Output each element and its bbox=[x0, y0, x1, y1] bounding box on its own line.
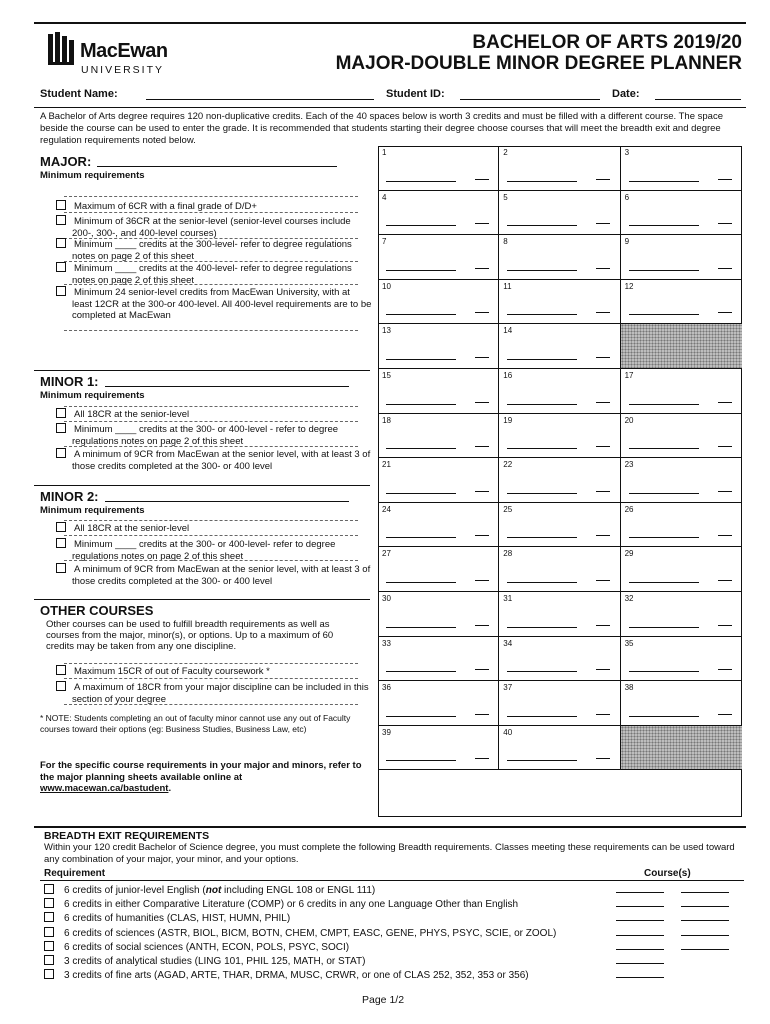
grade-field[interactable] bbox=[596, 580, 610, 581]
course-number: 19 bbox=[503, 415, 513, 425]
course-cell[interactable] bbox=[499, 681, 620, 726]
course-field[interactable] bbox=[507, 404, 577, 405]
checkbox[interactable] bbox=[44, 941, 54, 951]
course-cell[interactable] bbox=[621, 146, 742, 191]
course-cell-blocked bbox=[621, 726, 742, 771]
course-number: 4 bbox=[382, 192, 387, 202]
grade-field[interactable] bbox=[718, 714, 732, 715]
course-cell[interactable] bbox=[499, 280, 620, 325]
course-cell[interactable] bbox=[378, 191, 499, 236]
grade-field[interactable] bbox=[475, 535, 489, 536]
course-cell[interactable] bbox=[499, 235, 620, 280]
course-number: 5 bbox=[503, 192, 508, 202]
grade-field[interactable] bbox=[718, 268, 732, 269]
checkbox[interactable] bbox=[44, 955, 54, 965]
grade-field[interactable] bbox=[596, 446, 610, 447]
course-cell[interactable] bbox=[499, 191, 620, 236]
course-number: 10 bbox=[382, 281, 391, 291]
grade-field[interactable] bbox=[596, 714, 610, 715]
logo-name: MacEwan bbox=[80, 40, 168, 62]
other-note: * NOTE: Students completing an out of faculty minor cannot use any out of Faculty courses toward their options (eg: Business Studies, Business Law, etc) bbox=[40, 713, 351, 734]
course-number: 31 bbox=[503, 594, 513, 603]
course-number: 21 bbox=[382, 460, 391, 470]
course-field[interactable] bbox=[386, 582, 456, 583]
course-cell[interactable] bbox=[621, 681, 742, 726]
grade-field[interactable] bbox=[475, 669, 489, 670]
course-cell[interactable] bbox=[378, 726, 499, 771]
course-field[interactable] bbox=[386, 537, 456, 538]
course-field[interactable] bbox=[629, 537, 699, 538]
grade-field[interactable] bbox=[475, 223, 489, 224]
breadth-text: 6 credits of junior-level English ( bbox=[64, 885, 206, 896]
major-req-1 bbox=[56, 200, 372, 213]
course-number: 3 bbox=[624, 148, 630, 157]
bold-note-text: For the specific course requirements in your major and minors, refer to the major planning sheets available online at bbox=[40, 760, 362, 783]
course-number: 12 bbox=[624, 281, 634, 291]
minor1-min-req-label: Minimum requirements bbox=[40, 390, 145, 401]
grade-field[interactable] bbox=[475, 402, 489, 403]
other-req-1 bbox=[56, 665, 372, 678]
divider bbox=[64, 520, 358, 521]
course-number: 24 bbox=[382, 504, 391, 514]
section-rule bbox=[34, 485, 370, 486]
breadth-title: BREADTH EXIT REQUIREMENTS bbox=[44, 830, 210, 842]
course-field[interactable] bbox=[629, 314, 699, 315]
course-number: 11 bbox=[503, 281, 512, 291]
breadth-text: 3 credits of analytical studies (LING 101, PHIL 125, MATH, or STAT) bbox=[64, 956, 366, 967]
grade-field[interactable] bbox=[718, 535, 732, 536]
course-cell[interactable] bbox=[621, 414, 742, 459]
checkbox[interactable] bbox=[56, 408, 66, 418]
bastudent-link[interactable]: www.macewan.ca/bastudent bbox=[40, 783, 169, 794]
course-cell[interactable] bbox=[378, 458, 499, 503]
course-field[interactable] bbox=[507, 314, 577, 315]
course-blank[interactable] bbox=[616, 935, 664, 936]
course-field[interactable] bbox=[386, 359, 456, 360]
minor2-heading bbox=[40, 489, 349, 504]
other-desc: Other courses can be used to fulfill breadth requirements as well as courses from the major, minor(s), or options. Up to a maximum of 60 credits may be taken from any one discipline. bbox=[46, 619, 334, 652]
grade-field[interactable] bbox=[596, 758, 610, 759]
breadth-col-requirement: Requirement bbox=[44, 868, 106, 879]
course-cell[interactable] bbox=[621, 191, 742, 236]
req-text: A minimum of 9CR from MacEwan at the senior level, with at least 3 of those credits completed at the 300- or 400 level bbox=[72, 449, 371, 472]
breadth-desc: Within your 120 credit Bachelor of Science degree, you must complete the following Breadth requirements. Classes meeting these requirements can be used toward any combination of your major, your minor, and your options. bbox=[44, 842, 735, 865]
course-number: 26 bbox=[624, 504, 634, 514]
minor1-title: MINOR 1: bbox=[40, 374, 99, 389]
other-req-2 bbox=[56, 681, 372, 705]
grade-field[interactable] bbox=[475, 446, 489, 447]
course-field[interactable] bbox=[629, 270, 699, 271]
checkbox[interactable] bbox=[56, 448, 66, 458]
course-field[interactable] bbox=[507, 627, 577, 628]
breadth-row bbox=[44, 955, 744, 967]
course-number: 1 bbox=[382, 148, 387, 157]
course-cell-blocked bbox=[621, 324, 742, 369]
course-number: 22 bbox=[503, 460, 513, 470]
req-text: Minimum of 36CR at the senior-level (senior-level courses include 200-, 300-, and 400-level courses) bbox=[72, 216, 351, 239]
divider bbox=[64, 446, 358, 447]
course-cell[interactable] bbox=[378, 414, 499, 459]
major-name-field[interactable] bbox=[97, 166, 337, 167]
course-field[interactable] bbox=[507, 760, 577, 761]
course-field[interactable] bbox=[386, 448, 456, 449]
course-field[interactable] bbox=[386, 716, 456, 717]
req-text: All 18CR at the senior-level bbox=[74, 523, 190, 534]
major-req-5 bbox=[56, 286, 372, 322]
course-blank[interactable] bbox=[616, 906, 664, 907]
divider bbox=[64, 678, 358, 679]
course-number: 16 bbox=[503, 371, 513, 380]
checkbox[interactable] bbox=[44, 884, 54, 894]
course-blank[interactable] bbox=[681, 892, 729, 893]
course-field[interactable] bbox=[629, 493, 699, 494]
student-name-label: Student Name: bbox=[40, 88, 118, 100]
major-req-3 bbox=[56, 238, 372, 262]
course-field[interactable] bbox=[629, 448, 699, 449]
checkbox[interactable] bbox=[56, 200, 66, 210]
grade-field[interactable] bbox=[475, 312, 489, 313]
req-text: A minimum of 9CR from MacEwan at the senior level, with at least 3 of those credits completed at the 300- or 400 level bbox=[72, 564, 371, 587]
course-cell[interactable] bbox=[378, 146, 499, 191]
course-blank[interactable] bbox=[616, 920, 664, 921]
course-number: 29 bbox=[624, 549, 634, 559]
req-text: Maximum 15CR of out of Faculty coursework * bbox=[74, 666, 270, 677]
checkbox[interactable] bbox=[44, 969, 54, 979]
macewan-logo bbox=[48, 32, 208, 78]
date-label: Date: bbox=[612, 88, 640, 100]
minor1-req-1 bbox=[56, 408, 372, 421]
course-field[interactable] bbox=[629, 181, 699, 182]
section-rule bbox=[34, 370, 370, 371]
req-text: Minimum 24 senior-level credits from MacEwan University, with at least 12CR at the 300-or 400-level. All 400-level requirements are to be completed at MacEwan bbox=[72, 287, 372, 321]
course-cell[interactable] bbox=[621, 280, 742, 325]
course-cell[interactable] bbox=[621, 547, 742, 592]
student-name-field[interactable] bbox=[146, 99, 374, 100]
checkbox[interactable] bbox=[56, 423, 66, 433]
breadth-row bbox=[44, 884, 744, 896]
breadth-text: 6 credits of social sciences (ANTH, ECON, POLS, PSYC, SOCI) bbox=[64, 941, 350, 953]
course-cell[interactable] bbox=[378, 324, 499, 369]
grade-field[interactable] bbox=[596, 179, 610, 180]
breadth-emphasis: not bbox=[205, 885, 222, 896]
course-number: 6 bbox=[624, 192, 630, 202]
req-text: Maximum of 6CR with a final grade of D/D+ bbox=[74, 201, 257, 212]
checkbox[interactable] bbox=[56, 215, 66, 225]
grade-field[interactable] bbox=[596, 669, 610, 670]
breadth-text: 6 credits in either Comparative Literature (COMP) or 6 credits in any one Language Other than English bbox=[64, 899, 519, 911]
section-rule bbox=[34, 599, 370, 600]
course-cell[interactable] bbox=[378, 547, 499, 592]
checkbox[interactable] bbox=[56, 681, 66, 691]
student-id-field[interactable] bbox=[460, 99, 600, 100]
minor1-req-2 bbox=[56, 423, 372, 447]
header-rule bbox=[34, 107, 746, 108]
course-number: 27 bbox=[382, 549, 391, 559]
checkbox[interactable] bbox=[56, 262, 66, 272]
other-heading: OTHER COURSES bbox=[40, 603, 154, 618]
student-id-label: Student ID: bbox=[386, 88, 445, 100]
breadth-row bbox=[44, 969, 744, 981]
divider bbox=[64, 212, 358, 213]
course-cell[interactable] bbox=[378, 592, 499, 637]
breadth-text: 3 credits of fine arts (AGAD, ARTE, THAR, DRMA, MUSC, CRWR, or one of CLAS 252, 352, 353 or 356) bbox=[64, 970, 529, 982]
course-cell[interactable] bbox=[621, 637, 742, 682]
course-field[interactable] bbox=[629, 582, 699, 583]
minor1-req-3 bbox=[56, 448, 372, 472]
breadth-text: 6 credits of sciences (ASTR, BIOL, BICM, BOTN, CHEM, CMPT, EASC, GENE, PHYS, PSYC, SCIE, or ZOOL) bbox=[64, 927, 557, 939]
course-number: 35 bbox=[624, 638, 634, 648]
divider bbox=[64, 330, 358, 331]
major-heading bbox=[40, 154, 337, 169]
course-cell[interactable] bbox=[499, 369, 620, 414]
course-field[interactable] bbox=[386, 627, 456, 628]
course-field[interactable] bbox=[386, 760, 456, 761]
course-number: 28 bbox=[503, 549, 513, 559]
checkbox[interactable] bbox=[56, 538, 66, 548]
divider bbox=[64, 196, 358, 197]
top-rule bbox=[34, 22, 746, 24]
grade-field[interactable] bbox=[596, 223, 610, 224]
grade-field[interactable] bbox=[718, 223, 732, 224]
course-field[interactable] bbox=[629, 225, 699, 226]
course-number: 37 bbox=[503, 683, 513, 693]
grade-field[interactable] bbox=[718, 580, 732, 581]
course-field[interactable] bbox=[386, 314, 456, 315]
course-field[interactable] bbox=[386, 493, 456, 494]
date-field[interactable] bbox=[655, 99, 741, 100]
grade-field[interactable] bbox=[475, 758, 489, 759]
title-line-2: MAJOR-DOUBLE MINOR DEGREE PLANNER bbox=[335, 53, 742, 74]
checkbox[interactable] bbox=[56, 238, 66, 248]
course-field[interactable] bbox=[507, 270, 577, 271]
divider bbox=[64, 421, 358, 422]
breadth-header-rule bbox=[40, 880, 744, 881]
divider bbox=[64, 284, 358, 285]
course-cell[interactable] bbox=[378, 235, 499, 280]
course-cell[interactable] bbox=[499, 592, 620, 637]
grade-field[interactable] bbox=[718, 446, 732, 447]
grade-field[interactable] bbox=[596, 625, 610, 626]
course-cell[interactable] bbox=[499, 547, 620, 592]
grade-field[interactable] bbox=[718, 179, 732, 180]
course-field[interactable] bbox=[507, 225, 577, 226]
course-cell[interactable] bbox=[621, 503, 742, 548]
course-field[interactable] bbox=[507, 582, 577, 583]
grade-field[interactable] bbox=[475, 625, 489, 626]
grade-field[interactable] bbox=[718, 491, 732, 492]
course-field[interactable] bbox=[629, 627, 699, 628]
major-req-2 bbox=[56, 215, 372, 239]
course-field[interactable] bbox=[629, 404, 699, 405]
minor2-req-1 bbox=[56, 522, 372, 535]
intro-text: A Bachelor of Arts degree requires 120 non-duplicative credits. Each of the 40 spaces below is worth 3 credits and must be filled with a different course. The space beside the course can be used to enter the grade. It is recommended that students starting their degree choose courses that will meet the breadth exit and degree regulation requirements noted below. bbox=[40, 111, 723, 146]
minor2-req-3 bbox=[56, 563, 372, 587]
course-number: 25 bbox=[503, 504, 513, 514]
course-number: 17 bbox=[624, 371, 634, 380]
minor2-name-field[interactable] bbox=[105, 501, 349, 502]
course-cell[interactable] bbox=[621, 458, 742, 503]
course-cell[interactable] bbox=[378, 280, 499, 325]
course-blank[interactable] bbox=[681, 906, 729, 907]
breadth-row bbox=[44, 912, 744, 924]
req-text: Minimum ____ credits at the 400-level- refer to degree regulations notes on page 2 of this sheet bbox=[72, 263, 352, 286]
req-text: A maximum of 18CR from your major discipline can be included in this section of your degree bbox=[72, 682, 369, 705]
divider bbox=[64, 406, 358, 407]
breadth-text: including ENGL 108 or ENGL 111) bbox=[221, 885, 376, 896]
course-cell[interactable] bbox=[378, 503, 499, 548]
course-number: 38 bbox=[624, 683, 634, 693]
page-number: Page 1/2 bbox=[362, 994, 405, 1006]
other-bold-note bbox=[40, 760, 370, 795]
course-number: 13 bbox=[382, 326, 391, 336]
course-number: 8 bbox=[503, 237, 508, 247]
course-cell[interactable] bbox=[499, 414, 620, 459]
grade-field[interactable] bbox=[596, 312, 610, 313]
course-field[interactable] bbox=[629, 671, 699, 672]
course-cell[interactable] bbox=[499, 146, 620, 191]
grade-field[interactable] bbox=[475, 357, 489, 358]
checkbox[interactable] bbox=[44, 898, 54, 908]
course-cell[interactable] bbox=[499, 726, 620, 771]
course-number: 40 bbox=[503, 727, 513, 737]
breadth-row bbox=[44, 941, 744, 953]
breadth-col-courses: Course(s) bbox=[644, 868, 691, 879]
course-field[interactable] bbox=[507, 181, 577, 182]
checkbox[interactable] bbox=[56, 665, 66, 675]
req-text: Minimum ____ credits at the 300-level- refer to degree regulations notes on page 2 of this sheet bbox=[72, 239, 352, 262]
course-number: 36 bbox=[382, 683, 391, 693]
grade-field[interactable] bbox=[596, 268, 610, 269]
course-number: 33 bbox=[382, 638, 391, 648]
minor1-name-field[interactable] bbox=[105, 386, 349, 387]
breadth-row bbox=[44, 898, 744, 910]
course-number: 30 bbox=[382, 594, 391, 603]
course-number: 39 bbox=[382, 727, 391, 737]
grade-field[interactable] bbox=[718, 625, 732, 626]
course-cell[interactable] bbox=[378, 369, 499, 414]
checkbox[interactable] bbox=[44, 912, 54, 922]
divider bbox=[64, 535, 358, 536]
course-cell[interactable] bbox=[499, 458, 620, 503]
divider bbox=[64, 704, 358, 705]
course-blank[interactable] bbox=[616, 949, 664, 950]
course-number: 14 bbox=[503, 326, 513, 336]
course-field[interactable] bbox=[386, 225, 456, 226]
course-cell[interactable] bbox=[499, 503, 620, 548]
major-min-req-label: Minimum requirements bbox=[40, 170, 145, 181]
course-number: 15 bbox=[382, 371, 391, 380]
course-cell[interactable] bbox=[378, 637, 499, 682]
checkbox[interactable] bbox=[56, 286, 66, 296]
course-number: 18 bbox=[382, 415, 391, 425]
course-number: 7 bbox=[382, 237, 387, 247]
course-cell[interactable] bbox=[499, 637, 620, 682]
checkbox[interactable] bbox=[44, 927, 54, 937]
course-field[interactable] bbox=[507, 493, 577, 494]
minor2-title: MINOR 2: bbox=[40, 489, 99, 504]
course-cell[interactable] bbox=[499, 324, 620, 369]
course-number: 32 bbox=[624, 594, 634, 603]
course-cell[interactable] bbox=[621, 235, 742, 280]
grade-field[interactable] bbox=[475, 268, 489, 269]
grade-field[interactable] bbox=[718, 312, 732, 313]
course-field[interactable] bbox=[507, 359, 577, 360]
title-line-1: BACHELOR OF ARTS 2019/20 bbox=[472, 32, 742, 53]
req-text: Minimum ____ credits at the 300- or 400-level - refer to degree regulations notes on page 2 of this sheet bbox=[72, 424, 339, 447]
course-field[interactable] bbox=[507, 448, 577, 449]
breadth-row bbox=[44, 927, 744, 939]
grade-field[interactable] bbox=[475, 179, 489, 180]
logo-mark-icon bbox=[48, 32, 74, 66]
grade-field[interactable] bbox=[596, 535, 610, 536]
course-cell[interactable] bbox=[621, 369, 742, 414]
grade-field[interactable] bbox=[475, 580, 489, 581]
course-blank[interactable] bbox=[616, 892, 664, 893]
course-number: 20 bbox=[624, 415, 634, 425]
course-cell[interactable] bbox=[621, 592, 742, 637]
grade-field[interactable] bbox=[718, 402, 732, 403]
minor2-min-req-label: Minimum requirements bbox=[40, 505, 145, 516]
grade-field[interactable] bbox=[718, 669, 732, 670]
course-field[interactable] bbox=[386, 270, 456, 271]
grade-field[interactable] bbox=[596, 402, 610, 403]
course-cell[interactable] bbox=[378, 681, 499, 726]
breadth-text: 6 credits of humanities (CLAS, HIST, HUMN, PHIL) bbox=[64, 913, 291, 925]
minor2-req-2 bbox=[56, 538, 372, 562]
grade-field[interactable] bbox=[475, 714, 489, 715]
grid-bottom-rule bbox=[34, 826, 746, 828]
course-field[interactable] bbox=[629, 716, 699, 717]
req-text: All 18CR at the senior-level bbox=[74, 409, 190, 420]
course-field[interactable] bbox=[507, 671, 577, 672]
divider bbox=[64, 663, 358, 664]
course-blank[interactable] bbox=[681, 949, 729, 950]
major-req-4 bbox=[56, 262, 372, 286]
course-blank[interactable] bbox=[616, 977, 664, 978]
req-text: Minimum ____ credits at the 300- or 400-level- refer to degree regulations notes on page 2 of this sheet bbox=[72, 539, 336, 562]
logo-sub: UNIVERSITY bbox=[81, 64, 165, 76]
major-title: MAJOR: bbox=[40, 154, 92, 169]
divider bbox=[64, 560, 358, 561]
course-blank[interactable] bbox=[681, 935, 729, 936]
course-blank[interactable] bbox=[616, 963, 664, 964]
checkbox[interactable] bbox=[56, 563, 66, 573]
course-number: 9 bbox=[624, 237, 630, 247]
course-field[interactable] bbox=[507, 716, 577, 717]
course-field[interactable] bbox=[386, 671, 456, 672]
course-number: 2 bbox=[503, 148, 508, 157]
course-field[interactable] bbox=[386, 404, 456, 405]
link-end: . bbox=[168, 783, 172, 794]
course-field[interactable] bbox=[386, 181, 456, 182]
grade-field[interactable] bbox=[475, 491, 489, 492]
course-field[interactable] bbox=[507, 537, 577, 538]
grade-field[interactable] bbox=[596, 357, 610, 358]
course-number: 34 bbox=[503, 638, 513, 648]
course-number: 23 bbox=[624, 460, 634, 470]
checkbox[interactable] bbox=[56, 522, 66, 532]
course-blank[interactable] bbox=[681, 920, 729, 921]
minor1-heading bbox=[40, 374, 349, 389]
grade-field[interactable] bbox=[596, 491, 610, 492]
